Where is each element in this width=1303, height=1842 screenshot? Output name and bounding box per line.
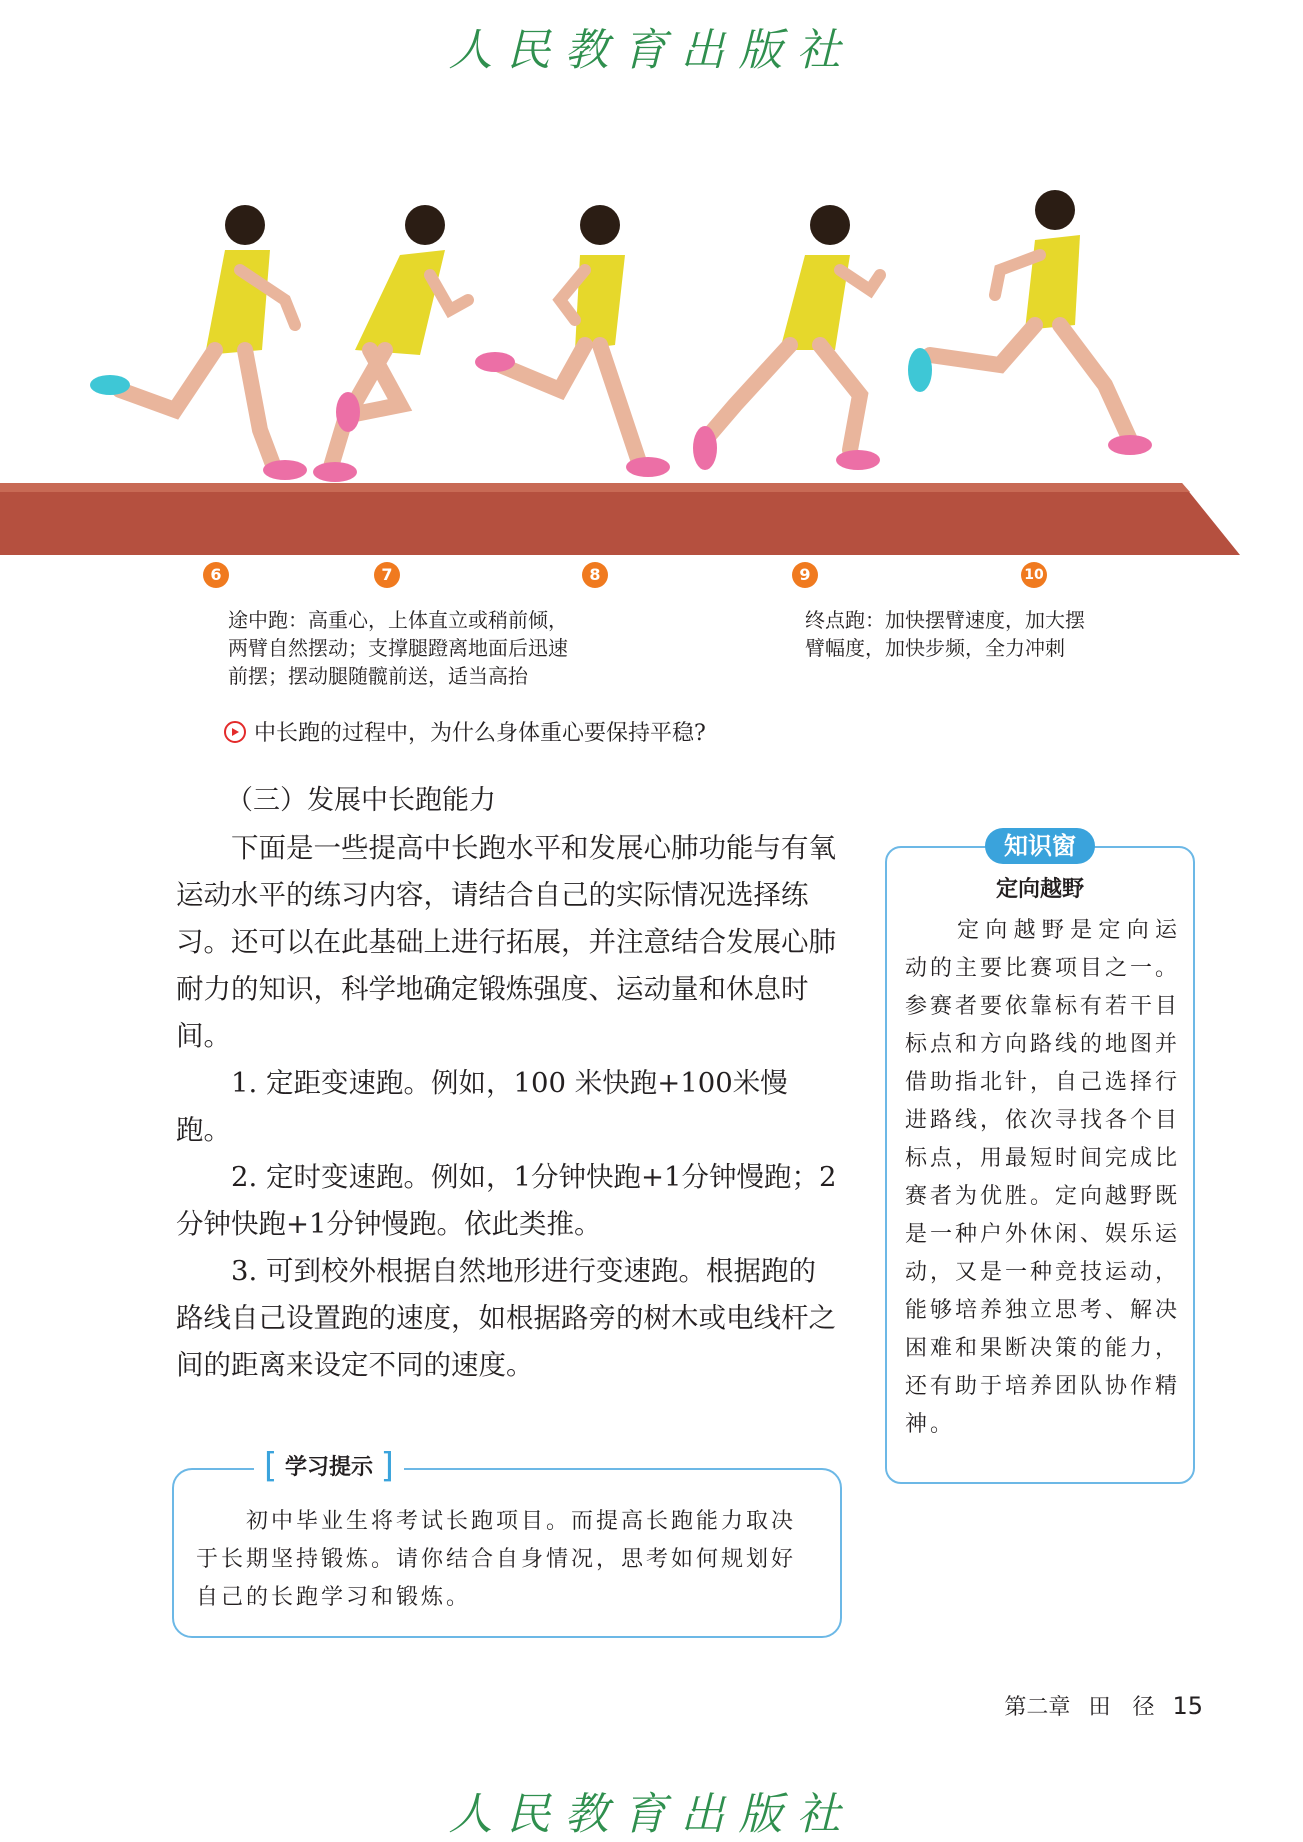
section-heading: （三）发展中长跑能力: [226, 785, 496, 816]
page-footer: [1004, 1690, 1203, 1721]
chapter-title: 田 径: [1088, 1695, 1155, 1720]
publisher-logo-footer: 人民教育出版社: [448, 1789, 855, 1840]
step-number-8: 8: [582, 562, 608, 588]
play-icon: [224, 721, 246, 743]
caption-midway-run: 途中跑：高重心，上体直立或稍前倾， 两臂自然摆动；支撑腿蹬离地面后迅速 前摆；摆动腿随髋前送，适当高抬: [228, 608, 568, 688]
main-body-text: [176, 825, 841, 1389]
running-sequence-photo: [0, 180, 1303, 580]
paragraph-intro: 下面是一些提高中长跑水平和发展心肺功能与有氧运动水平的练习内容，请结合自己的实际情况选择练习。还可以在此基础上进行拓展，并注意结合发展心肺耐力的知识，科学地确定锻炼强度、运动量和休息时间。: [176, 832, 836, 1052]
page-number: 15: [1172, 1692, 1203, 1720]
knowledge-window-tag: 知识窗: [985, 828, 1095, 864]
runner-figure-9: [693, 205, 880, 470]
paragraph-item-1: 1. 定距变速跑。例如，100 米快跑+100米慢跑。: [176, 1067, 788, 1146]
runner-figure-10: [908, 190, 1152, 455]
paragraph-item-2: 2. 定时变速跑。例如，1分钟快跑+1分钟慢跑；2分钟快跑+1分钟慢跑。依此类推。: [176, 1161, 837, 1240]
step-number-9: 9: [792, 562, 818, 588]
runner-figure-8: [475, 205, 670, 477]
caption-finish-run: 终点跑：加快摆臂速度，加大摆 臂幅度，加快步频，全力冲刺: [805, 608, 1085, 660]
running-track: [0, 483, 1240, 555]
knowledge-window-body: 定向越野是定向运动的主要比赛项目之一。参赛者要依靠标有若干目标点和方向路线的地图并借助指北针，自己选择行进路线，依次寻找各个目标点，用最短时间完成比赛者为优胜。定向越野既是一种户外休闲、娱乐运动，又是一种竞技运动，能够培养独立思考、解决困难和果断决策的能力，还有助于培养团队协作精神。: [905, 918, 1181, 1437]
step-number-7: 7: [374, 562, 400, 588]
runner-figure-7: [313, 205, 468, 482]
step-number-10: 10: [1021, 562, 1047, 588]
runner-figure-6: [90, 205, 307, 480]
chapter-label: 第二章: [1004, 1695, 1071, 1720]
publisher-logo-header: 人民教育出版社: [448, 25, 855, 76]
study-tip-body: 初中毕业生将考试长跑项目。而提高长跑能力取决于长期坚持锻炼。请你结合自身情况，思考如何规划好自己的长跑学习和锻炼。: [196, 1509, 797, 1610]
paragraph-item-3: 3. 可到校外根据自然地形进行变速跑。根据跑的路线自己设置跑的速度，如根据路旁的树木或电线杆之间的距离来设定不同的速度。: [176, 1255, 836, 1381]
study-tip-label: [ 学习提示 ]: [254, 1446, 404, 1488]
knowledge-window-title: 定向越野: [995, 877, 1084, 902]
think-question: 中长跑的过程中，为什么身体重心要保持平稳?: [224, 716, 706, 747]
step-number-6: 6: [203, 562, 229, 588]
